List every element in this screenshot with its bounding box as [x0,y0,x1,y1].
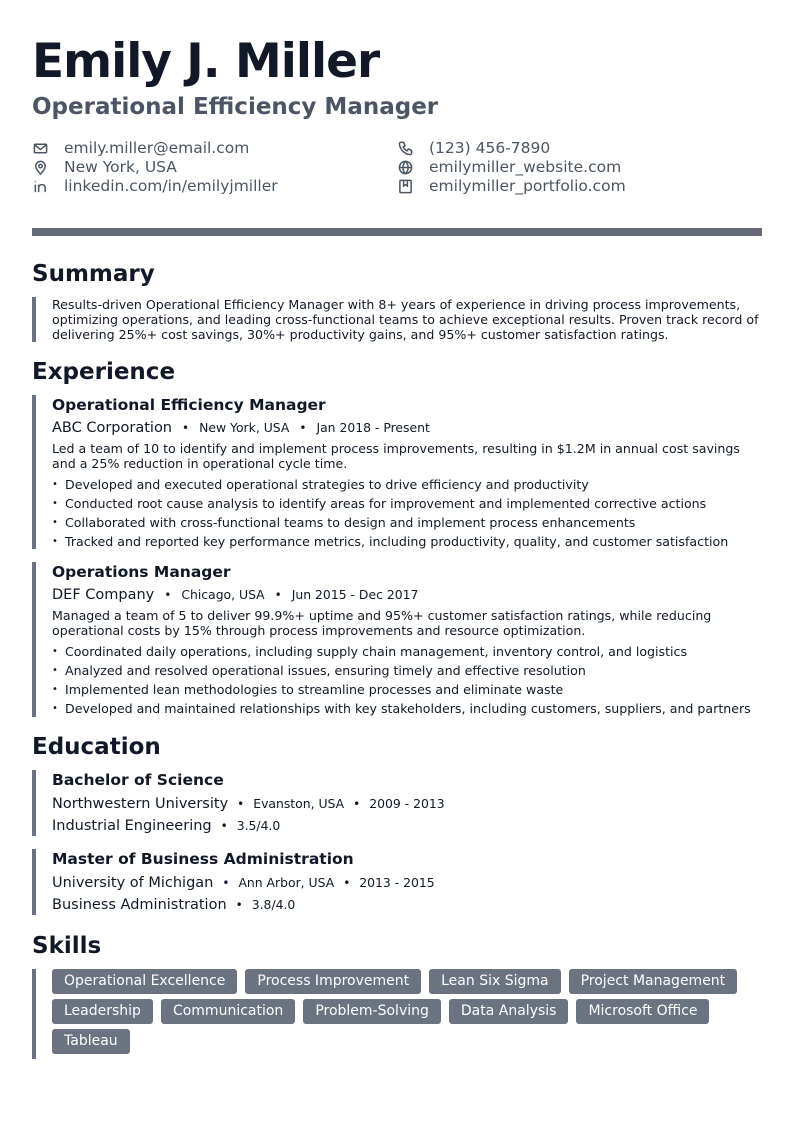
degree-title: Master of Business Administration [52,850,354,868]
map-pin-icon [32,159,48,175]
contact-website[interactable] [397,158,621,176]
job-dates: Jan 2018 - Present [316,420,430,435]
school-location: Ann Arbor, USA [238,875,335,890]
job-title: Operations Manager [52,563,231,581]
skills-list [52,969,762,1054]
list-item: • Analyzed and resolved operational issues, ensuring timely and effective resolution [52,661,752,680]
job-location: New York, USA [199,420,290,435]
job-location: Chicago, USA [181,587,265,602]
job-bullets [52,475,752,551]
gpa: 3.5/4.0 [236,818,281,833]
contact-phone[interactable] [397,139,550,157]
separator-dot: • [235,898,243,912]
field-of-study: Business Administration [52,897,227,913]
phone-icon [397,140,413,156]
contact-location [32,158,177,176]
gpa: 3.8/4.0 [251,897,296,912]
job-meta [52,585,752,605]
separator-dot: • [164,588,172,602]
job-description: Led a team of 10 to identify and implement process improvements, resulting in $1.2M in annual cost savings and a 25% reduction in operational cycle time. [52,441,740,471]
skills-heading: Skills [32,933,102,959]
linkedin-icon [32,178,48,194]
portfolio-icon [397,178,413,194]
job-description: Managed a team of 5 to deliver 99.9%+ uptime and 95%+ customer satisfaction ratings, while reducing operational costs by 15% through process improvements and resource optimization. [52,608,712,638]
list-item: • Implemented lean methodologies to streamline processes and eliminate waste [52,680,752,699]
skills-section [32,969,762,1059]
website-text: emilymiller_website.com [429,158,622,176]
education-dates: 2013 - 2015 [359,875,435,890]
school-location: Evanston, USA [253,796,345,811]
education-meta [52,793,445,815]
skill-tag: Problem-Solving [303,999,441,1024]
field-of-study: Industrial Engineering [52,818,212,834]
candidate-title: Operational Efficiency Manager [32,94,439,120]
job-entry [32,562,752,717]
job-entry [32,395,752,549]
email-text: emily.miller@email.com [64,139,250,157]
contact-portfolio[interactable] [397,177,626,195]
education-heading: Education [32,734,161,760]
job-bullets [52,642,752,718]
separator-dot: • [237,797,245,811]
job-title: Operational Efficiency Manager [52,396,326,414]
skill-tag: Project Management [569,969,738,994]
location-text: New York, USA [64,158,177,176]
list-item: • Developed and maintained relationships with key stakeholders, including customers, suppliers, and partners [52,699,752,718]
header-divider [32,228,762,236]
phone-text: (123) 456-7890 [429,139,551,157]
separator-dot: • [353,797,361,811]
separator-dot: • [182,421,190,435]
separator-dot: • [274,588,282,602]
education-entry [32,849,435,915]
contact-linkedin[interactable] [32,177,278,195]
envelope-icon [32,140,48,156]
separator-dot: • [222,876,230,890]
job-meta [52,418,752,438]
job-company: DEF Company [52,587,155,603]
separator-dot: • [343,876,351,890]
globe-icon [397,159,413,175]
school-name: Northwestern University [52,796,229,812]
job-company: ABC Corporation [52,420,173,436]
summary-section [32,297,762,342]
separator-dot: • [220,819,228,833]
skill-tag: Microsoft Office [576,999,709,1024]
list-item: • Conducted root cause analysis to identify areas for improvement and implemented corrective actions [52,494,752,513]
experience-heading: Experience [32,359,176,385]
degree-title: Bachelor of Science [52,771,224,789]
skill-tag: Data Analysis [449,999,569,1024]
skill-tag: Process Improvement [245,969,421,994]
list-item: • Coordinated daily operations, including supply chain management, inventory control, and logistics [52,642,752,661]
candidate-name: Emily J. Miller [32,34,380,89]
education-field [52,815,445,837]
education-dates: 2009 - 2013 [369,796,445,811]
skill-tag: Communication [161,999,295,1024]
linkedin-text: linkedin.com/in/emilyjmiller [64,177,278,195]
portfolio-text: emilymiller_portfolio.com [429,177,626,195]
education-meta [52,872,435,894]
list-item: • Tracked and reported key performance metrics, including productivity, quality, and customer satisfaction [52,532,752,551]
skill-tag: Leadership [52,999,153,1024]
skill-tag: Operational Excellence [52,969,237,994]
skill-tag: Lean Six Sigma [429,969,560,994]
job-dates: Jun 2015 - Dec 2017 [291,587,419,602]
list-item: • Collaborated with cross-functional teams to design and implement process enhancements [52,513,752,532]
summary-text: Results-driven Operational Efficiency Manager with 8+ years of experience in driving process improvements, optimizing operations, and leading cross-functional teams to achieve exceptional results. Proven track record of delivering 25%+ cost savings, 30%+ productivity gains, and 95%+ customer satisfaction ratings. [52,297,759,342]
education-field [52,894,435,916]
separator-dot: • [299,421,307,435]
skill-tag: Tableau [52,1029,130,1054]
summary-heading: Summary [32,261,155,287]
list-item: • Developed and executed operational strategies to drive efficiency and productivity [52,475,752,494]
education-entry [32,770,445,836]
school-name: University of Michigan [52,875,214,891]
contact-email[interactable] [32,139,249,157]
